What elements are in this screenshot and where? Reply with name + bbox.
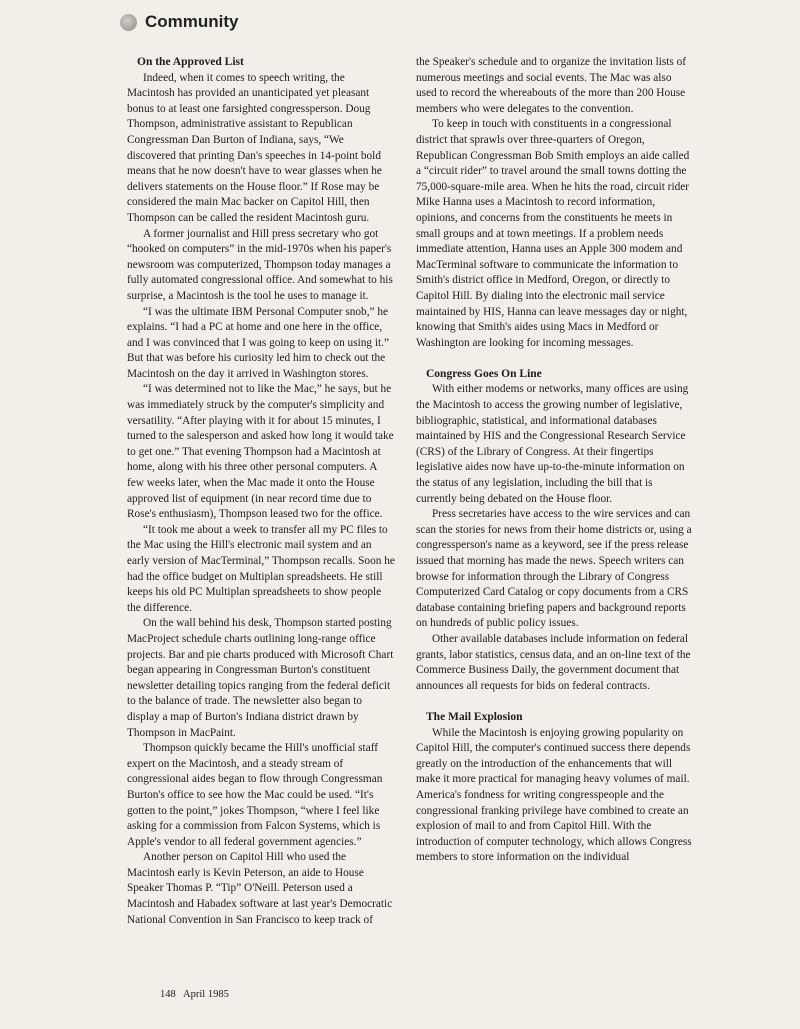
section-bullet-icon bbox=[120, 14, 137, 31]
heading-congress-online: Congress Goes On Line bbox=[426, 367, 542, 380]
paragraph: Another person on Capitol Hill who used the Macintosh early is Kevin Peterson, an aide to House Speaker Thomas P. “Tip” O'Neill. Peterson used a Macintosh and Habadex software at last year's Democratic National Convention in San Francisco to keep track of bbox=[127, 851, 393, 926]
paragraph: “I was the ultimate IBM Personal Computer snob,” he explains. “I had a PC at home and one here in the office, and I was convinced that I was going to keep on using it.” But that was before his curiosity led him to check out the Macintosh on the day it arrived in Washington stores. bbox=[127, 305, 389, 380]
paragraph: On the wall behind his desk, Thompson started posting MacProject schedule charts outlining long-range office projects. Bar and pie charts produced with Microsoft Chart began appearing in Congressman Burton's constituent newsletter detailing topics ranging from the federal deficit to the balance of trade. The newsletter also began to display a map of Burton's Indiana district drawn by Thompson in MacPaint. bbox=[127, 617, 394, 739]
paragraph: “It took me about a week to transfer all my PC files to the Mac using the Hill's electronic mail system and an early version of MacTerminal,” Thompson recalls. Soon he had the office budget on Multiplan spreadsheets. He still keeps his old PC Multiplan spreadsheets to show people the difference. bbox=[127, 523, 395, 614]
left-column bbox=[127, 55, 395, 928]
paragraph: Press secretaries have access to the wire services and can scan the stories for news from their home districts or, using a congressperson's name as a keyword, see if the press release issued that morning has made the news. Speech writers can browse for information through the Library of Congress Computerized Card Catalog or copy documents from a CRS database containing briefing papers and background reports on hundreds of public policy issues. bbox=[416, 508, 692, 630]
heading-approved-list: On the Approved List bbox=[137, 56, 244, 68]
paragraph: A former journalist and Hill press secretary who got “hooked on computers” in the mid-1970s when his paper's newsroom was computerized, Thompson today manages a fully automated congressional office. And somewhat to his surprise, a Macintosh is the tool he uses to manage it. bbox=[127, 227, 393, 302]
issue-date: April 1985 bbox=[183, 989, 229, 1000]
section-header bbox=[120, 12, 239, 32]
section-label: Community bbox=[145, 12, 239, 31]
paragraph: Other available databases include information on federal grants, labor statistics, census data, and an on-line text of the Commerce Business Daily, the government document that announces all requests for bids on federal contracts. bbox=[416, 632, 691, 692]
paragraph: Indeed, when it comes to speech writing, the Macintosh has provided an unanticipated yet pleasant bonus to at least one farsighted congressperson. Doug Thompson, administrative assistant to Republican Congressman Dan Burton of Indiana, says, “We discovered that printing Dan's speeches in 14-point bold means that he now doesn't have to wear glasses when he delivers statements on the House floor.” If Rose may be considered the main Mac backer on Capitol Hill, then Thompson can be called the resident Macintosh guru. bbox=[127, 71, 382, 224]
page-footer bbox=[160, 989, 229, 1000]
paragraph: the Speaker's schedule and to organize the invitation lists of numerous meetings and social events. The Mac was also used to record the whereabouts of the more than 200 House members who were delegates to the convention. bbox=[416, 56, 687, 115]
page-number: 148 bbox=[160, 989, 176, 1000]
heading-mail-explosion: The Mail Explosion bbox=[426, 710, 523, 723]
paragraph: “I was determined not to like the Mac,” he says, but he was immediately struck by the computer's simplicity and versatility. “After playing with it for about 15 minutes, I turned to the salesperson and asked how long it would take to get one.” That evening Thompson had a Macintosh at home, along with his three other personal computers. A few weeks later, when the Mac made it onto the House approved list of equipment (in near record time due to Rose's enthusiasm), Thompson leased two for the office. bbox=[127, 383, 394, 521]
paragraph: With either modems or networks, many offices are using the Macintosh to access the growing number of legislative, bibliographic, statistical, and informational databases maintained by HIS and the Congressional Research Service (CRS) of the Library of Congress. At their fingertips legislative aides now have up-to-the-minute information on the status of any legislation, including the bill that is currently being debated on the House floor. bbox=[416, 383, 689, 505]
paragraph: Thompson quickly became the Hill's unofficial staff expert on the Macintosh, and a steady stream of congressional aides began to flow through Congressman Burton's office to see how the Mac could be used. “It's gotten to the point,” jokes Thompson, “where I feel like asking for a commission from Falcon Systems, which is Apple's vendor to all federal government agencies.” bbox=[127, 742, 383, 848]
paragraph: To keep in touch with constituents in a congressional district that sprawls over three-quarters of Oregon, Republican Congressman Bob Smith employs an aide called a “circuit rider” to travel around the small towns dotting the 75,000-square-mile area. When he hits the road, circuit rider Mike Hanna uses a Macintosh to record information, opinions, and concerns from the constituents he meets in small groups and at town meetings. If a problem needs immediate attention, Hanna uses an Apple 300 modem and MacTerminal software to communicate the information to Smith's district office in Medford, Oregon, or directly to Capitol Hill. By dialing into the electronic mail service maintained by HIS, Hanna can leave messages day or night, knowing that Smith's aides using Macs in Medford or Washington are looking for incoming messages. bbox=[416, 118, 690, 349]
paragraph: While the Macintosh is enjoying growing popularity on Capitol Hill, the computer's continued success there depends greatly on the introduction of the enhancements that will make it more practical for managing heavy volumes of mail. America's fondness for writing congresspeople and the congressional franking privilege have combined to create an explosion of mail to and from Capitol Hill. With the introduction of computer technology, which allows Congress members to store information on the individual bbox=[416, 726, 692, 864]
right-column bbox=[416, 55, 694, 866]
